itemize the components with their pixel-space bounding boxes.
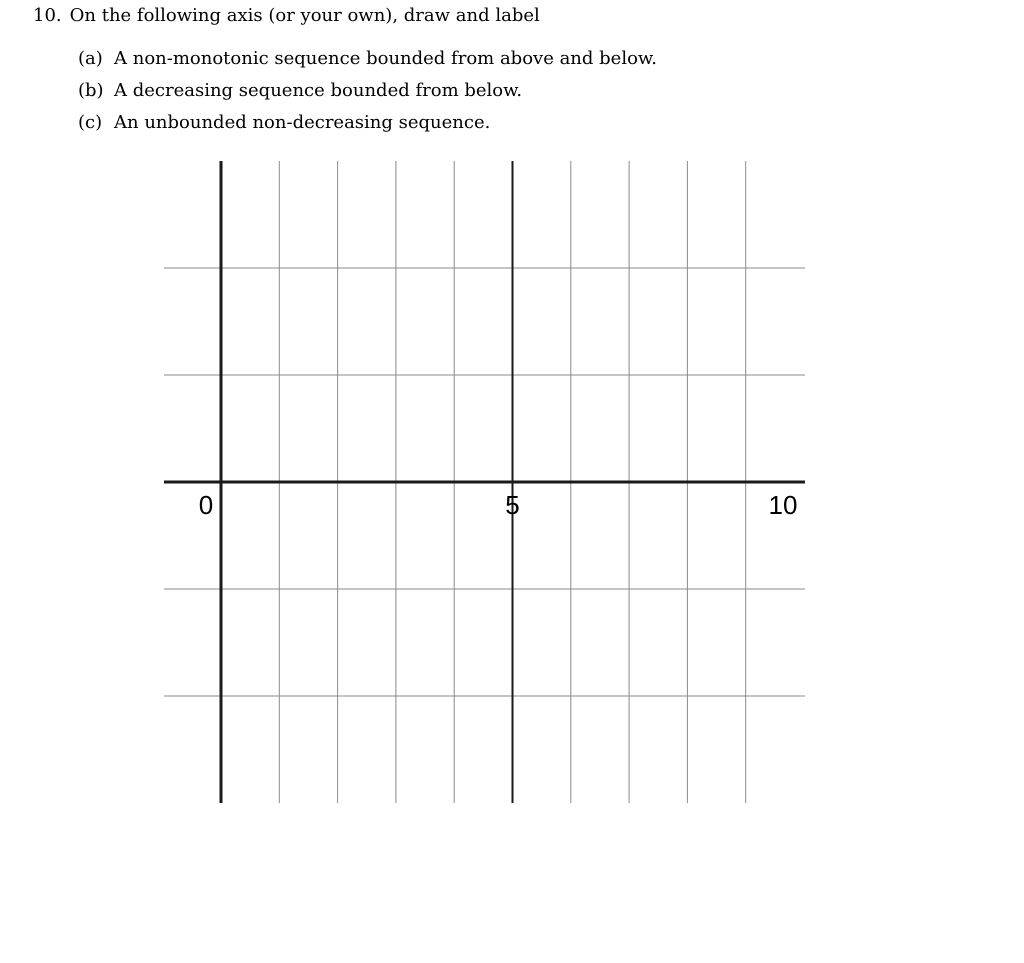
part-b-text: A decreasing sequence bounded from below. [114,80,523,101]
grid-lines [164,161,805,803]
part-a-text: A non-monotonic sequence bounded from above and below. [114,48,657,69]
part-b [78,75,657,107]
tick-label-5: 5 [505,490,520,520]
part-a-label: (a) [78,48,103,69]
tick-label-10: 10 [768,490,798,520]
question-heading [33,4,540,28]
part-c [78,107,657,139]
part-c-text: An unbounded non-decreasing sequence. [114,112,491,133]
question-prompt: On the following axis (or your own), draw and label [69,5,540,26]
part-a [78,43,657,75]
question-number: 10. [33,5,62,26]
question-parts [78,43,657,139]
part-b-label: (b) [78,80,104,101]
tick-label-0: 0 [198,490,214,520]
part-c-label: (c) [78,112,103,133]
